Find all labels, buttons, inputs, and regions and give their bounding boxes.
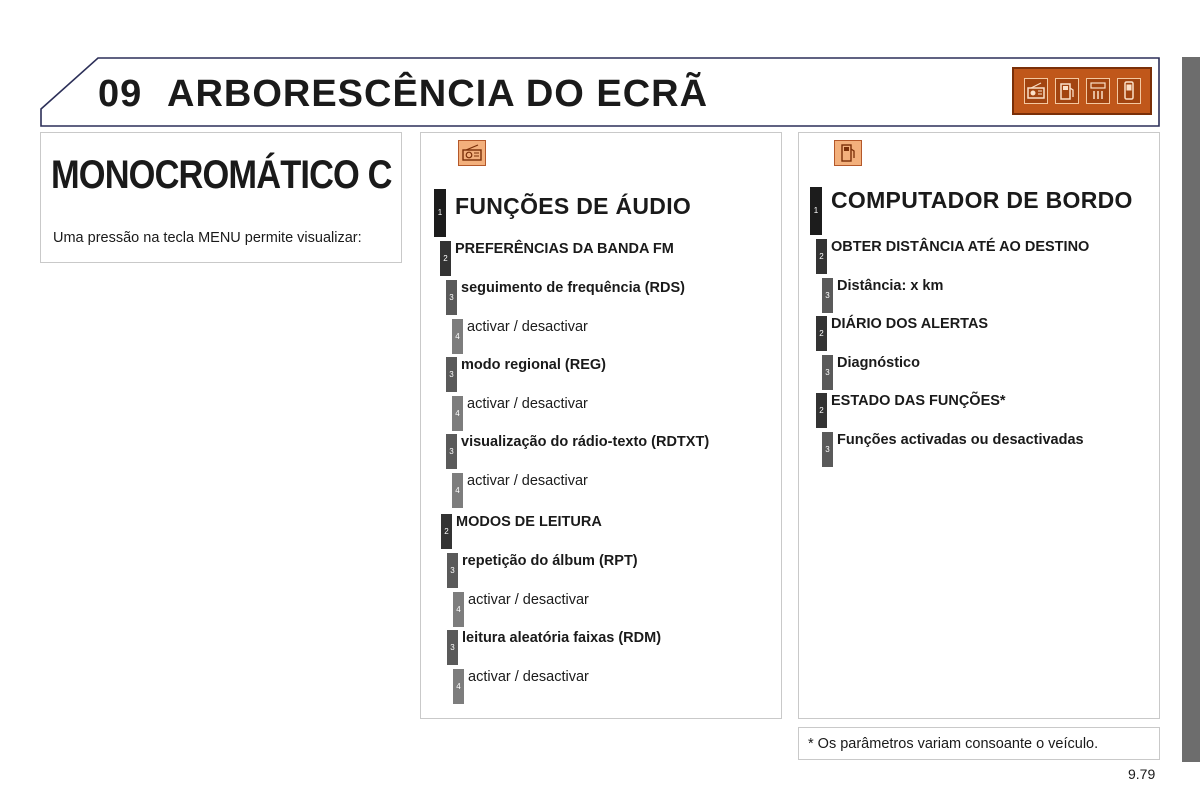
rdtxt-item: visualização do rádio-texto (RDTXT) <box>461 434 710 450</box>
level-marker: 1 <box>434 189 446 237</box>
rds-item: seguimento de frequência (RDS) <box>461 280 685 296</box>
alerts-log-item: DIÁRIO DOS ALERTAS <box>831 316 989 332</box>
rds-toggle-item: activar / desactivar <box>467 319 588 335</box>
audio-functions-title: FUNÇÕES DE ÁUDIO <box>455 193 692 219</box>
diagnostics-item: Diagnóstico <box>837 355 920 371</box>
audio-functions-box <box>420 132 782 719</box>
footnote-box <box>798 727 1160 760</box>
footnote: * Os parâmetros variam consoante o veículo. <box>808 736 1099 752</box>
level-marker: 2 <box>816 239 827 274</box>
distance-to-destination-item: OBTER DISTÂNCIA ATÉ AO DESTINO <box>831 239 1090 255</box>
level-marker: 3 <box>446 357 457 392</box>
level-marker: 3 <box>822 278 833 313</box>
phone-icon <box>1117 78 1141 104</box>
rpt-item: repetição do álbum (RPT) <box>462 553 638 569</box>
header-icon-strip <box>1012 67 1152 115</box>
reading-modes-item: MODOS DE LEITURA <box>456 514 602 530</box>
functions-status-value-item: Funções activadas ou desactivadas <box>837 432 1084 448</box>
level-marker: 2 <box>440 241 451 276</box>
level-marker: 3 <box>447 553 458 588</box>
rpt-toggle-item: activar / desactivar <box>468 592 589 608</box>
settings-icon <box>1086 78 1110 104</box>
reg-toggle-item: activar / desactivar <box>467 396 588 412</box>
monochrome-title: MONOCROMÁTICO C <box>51 153 392 197</box>
monochrome-description: Uma pressão na tecla MENU permite visualizar: <box>53 230 362 246</box>
level-marker: 1 <box>810 187 822 235</box>
level-marker: 4 <box>452 396 463 431</box>
level-marker: 3 <box>446 280 457 315</box>
reg-item: modo regional (REG) <box>461 357 606 373</box>
level-marker: 4 <box>452 473 463 508</box>
level-marker: 4 <box>453 669 464 704</box>
functions-status-item: ESTADO DAS FUNÇÕES* <box>831 393 1006 409</box>
level-marker: 4 <box>453 592 464 627</box>
page-number: 9.79 <box>1128 766 1156 782</box>
rdm-toggle-item: activar / desactivar <box>468 669 589 685</box>
level-marker: 3 <box>822 355 833 390</box>
level-marker: 3 <box>822 432 833 467</box>
rdm-item: leitura aleatória faixas (RDM) <box>462 630 662 646</box>
chapter-number: 09 <box>98 73 143 115</box>
level-marker: 3 <box>446 434 457 469</box>
rdtxt-toggle-item: activar / desactivar <box>467 473 588 489</box>
fm-preferences-item: PREFERÊNCIAS DA BANDA FM <box>455 241 674 257</box>
fuel-pump-icon <box>834 140 862 166</box>
level-marker: 2 <box>441 514 452 549</box>
fuel-pump-icon <box>1055 78 1079 104</box>
level-marker: 2 <box>816 393 827 428</box>
level-marker: 4 <box>452 319 463 354</box>
board-computer-box <box>798 132 1160 719</box>
level-marker: 2 <box>816 316 827 351</box>
chapter-title: ARBORESCÊNCIA DO ECRÃ <box>167 73 709 115</box>
monochrome-box <box>40 132 402 263</box>
distance-value-item: Distância: x km <box>837 278 944 294</box>
radio-icon <box>1024 78 1048 104</box>
radio-icon <box>458 140 486 166</box>
board-computer-title: COMPUTADOR DE BORDO <box>831 187 1133 213</box>
chapter-side-tab <box>1182 57 1200 762</box>
level-marker: 3 <box>447 630 458 665</box>
